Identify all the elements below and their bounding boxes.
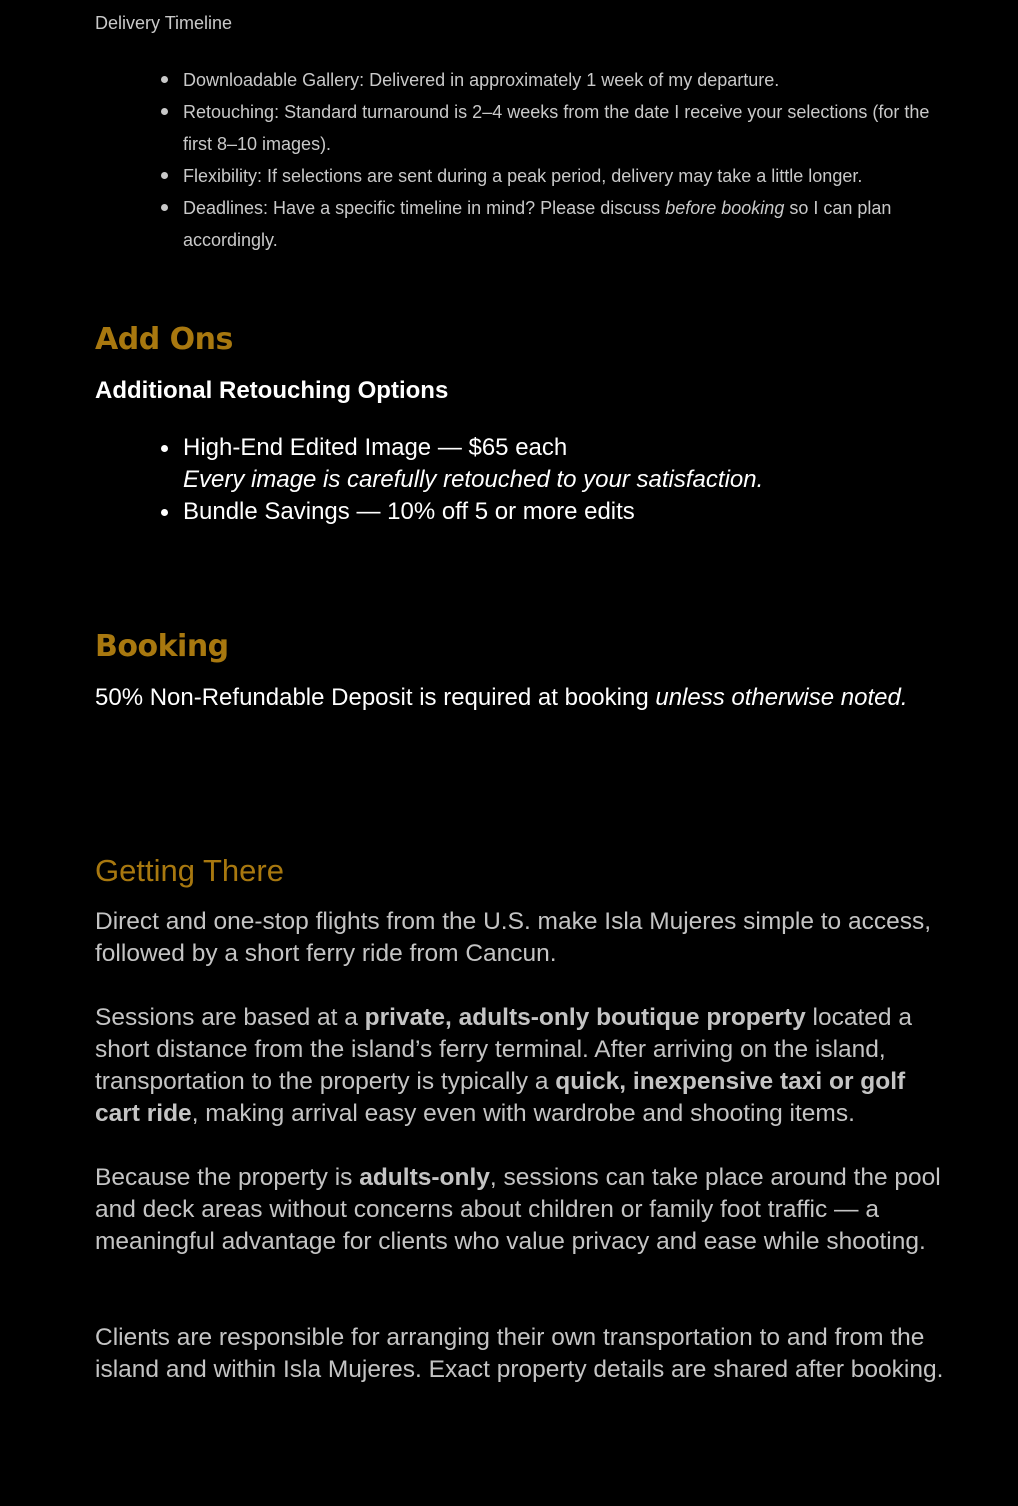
- getting-there-paragraph: Because the property is adults-only, sessions can take place around the pool and deck areas without concerns about children or family foot traffic — a meaningful advantage for clients who value privacy and ease while shooting.: [95, 1164, 941, 1255]
- list-item: Downloadable Gallery: Delivered in approximately 1 week of my departure.: [183, 64, 955, 96]
- addon-label: Bundle Savings — 10% off 5 or more edits: [183, 498, 635, 525]
- addon-label: High-End Edited Image — $65 each: [183, 434, 568, 461]
- retouching-options-subheading: Additional Retouching Options: [95, 377, 449, 404]
- add-ons-heading: Add Ons: [95, 322, 233, 357]
- booking-heading: Booking: [95, 629, 229, 664]
- addon-description: Every image is carefully retouched to your satisfaction.: [183, 466, 764, 493]
- booking-text: 50% Non-Refundable Deposit is required at booking unless otherwise noted.: [95, 684, 908, 711]
- list-item: Deadlines: Have a specific timeline in mind? Please discuss before booking so I can plan accordingly.: [183, 192, 955, 256]
- getting-there-paragraph: Sessions are based at a private, adults-only boutique property located a short distance from the island’s ferry terminal. After arriving on the island, transportation to the property is typically a quick, inexpensive taxi or golf cart ride, making arrival easy even with wardrobe and shooting items.: [95, 1004, 912, 1127]
- add-ons-list: [95, 432, 955, 528]
- list-item: Flexibility: If selections are sent during a peak period, delivery may take a little longer.: [183, 160, 955, 192]
- list-item: Retouching: Standard turnaround is 2–4 weeks from the date I receive your selections (for the first 8–10 images).: [183, 96, 955, 160]
- getting-there-paragraph: Direct and one-stop flights from the U.S. make Isla Mujeres simple to access, followed by a short ferry ride from Cancun.: [95, 908, 932, 967]
- getting-there-heading: Getting There: [95, 853, 284, 888]
- list-item: [183, 432, 955, 496]
- delivery-timeline-list: [95, 64, 955, 256]
- list-item: [183, 496, 955, 528]
- getting-there-paragraph: Clients are responsible for arranging their own transportation to and from the island and within Isla Mujeres. Exact property details are shared after booking.: [95, 1324, 944, 1383]
- delivery-timeline-title: Delivery Timeline: [95, 13, 233, 33]
